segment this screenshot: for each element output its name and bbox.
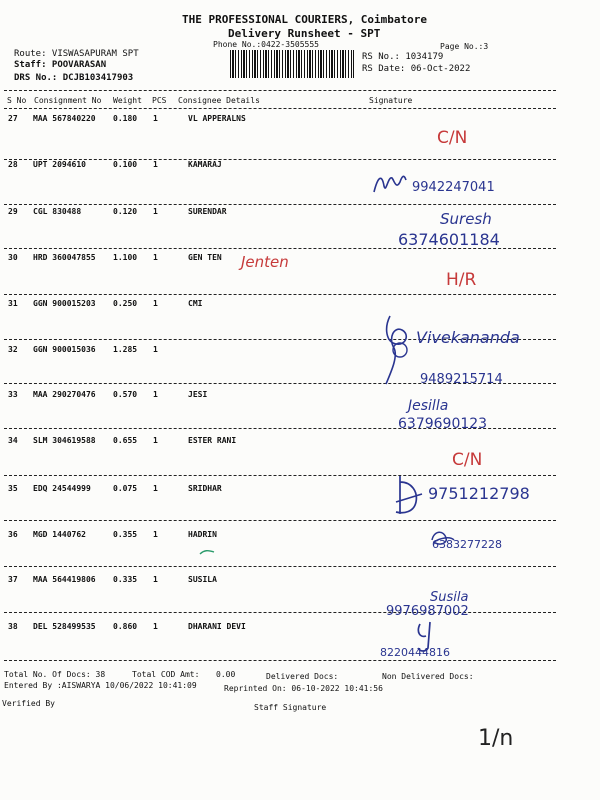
row-consignment: UPT 2094610 bbox=[33, 160, 86, 169]
row-pcs: 1 bbox=[153, 253, 158, 262]
rs-number: RS No.: 1034179 bbox=[362, 52, 444, 62]
table-row bbox=[0, 622, 600, 662]
col-consignment: Consignment No bbox=[34, 96, 102, 105]
row-weight: 0.570 bbox=[113, 390, 138, 399]
delivered-docs: Delivered Docs: bbox=[266, 672, 339, 681]
row-consignment: SLM 304619588 bbox=[33, 436, 96, 445]
handwritten-phone: 8220444816 bbox=[380, 646, 450, 659]
col-pcs: PCS bbox=[152, 96, 167, 105]
row-sno: 32 bbox=[8, 345, 18, 354]
row-consignment: MAA 564419806 bbox=[33, 575, 96, 584]
row-weight: 0.120 bbox=[113, 207, 138, 216]
row-sno: 28 bbox=[8, 160, 18, 169]
row-consignee: SUSILA bbox=[188, 575, 217, 584]
handwritten-signature: Jesilla bbox=[408, 398, 449, 414]
row-pcs: 1 bbox=[153, 484, 158, 493]
divider bbox=[4, 612, 556, 613]
row-consignment: MAA 567840220 bbox=[33, 114, 96, 123]
row-consignee: JESI bbox=[188, 390, 208, 399]
row-pcs: 1 bbox=[153, 114, 158, 123]
row-consignment: DEL 528499535 bbox=[33, 622, 96, 631]
row-sno: 34 bbox=[8, 436, 18, 445]
col-consignee: Consignee Details bbox=[178, 96, 260, 105]
row-weight: 0.655 bbox=[113, 436, 138, 445]
non-delivered-docs: Non Delivered Docs: bbox=[382, 672, 474, 681]
row-consignment: GGN 900015203 bbox=[33, 299, 96, 308]
row-consignment: GGN 900015036 bbox=[33, 345, 96, 354]
staff-signature-label: Staff Signature bbox=[254, 703, 327, 712]
row-sno: 27 bbox=[8, 114, 18, 123]
drs-number: DRS No.: DCJB103417903 bbox=[14, 73, 134, 83]
handwritten-phone: 6374601184 bbox=[398, 230, 500, 249]
divider bbox=[4, 520, 556, 521]
row-consignment: EDQ 24544999 bbox=[33, 484, 91, 493]
handwritten-signature: Vivekananda bbox=[416, 328, 520, 347]
table-row bbox=[0, 575, 600, 615]
signature-scribble bbox=[380, 308, 420, 388]
row-pcs: 1 bbox=[153, 436, 158, 445]
row-consignee: CMI bbox=[188, 299, 203, 308]
row-weight: 1.100 bbox=[113, 253, 138, 262]
table-row bbox=[0, 160, 600, 200]
table-row bbox=[0, 530, 600, 570]
row-pcs: 1 bbox=[153, 622, 158, 631]
signature-scribble bbox=[370, 166, 410, 198]
handwritten-cn: C/N bbox=[452, 450, 483, 470]
col-signature: Signature bbox=[369, 96, 413, 105]
row-sno: 38 bbox=[8, 622, 18, 631]
row-sno: 35 bbox=[8, 484, 18, 493]
row-pcs: 1 bbox=[153, 160, 158, 169]
row-weight: 0.100 bbox=[113, 160, 138, 169]
route: Route: VISWASAPURAM SPT bbox=[14, 49, 139, 59]
row-sno: 29 bbox=[8, 207, 18, 216]
verified-by: Verified By bbox=[2, 699, 55, 708]
row-consignment: CGL 830488 bbox=[33, 207, 82, 216]
handwritten-phone: 6379690123 bbox=[398, 416, 488, 432]
handwritten-mark: H/R bbox=[446, 270, 477, 290]
col-sno: S No bbox=[7, 96, 27, 105]
rs-date: RS Date: 06-Oct-2022 bbox=[362, 64, 471, 74]
row-sno: 36 bbox=[8, 530, 18, 539]
handwritten-phone: 9751212798 bbox=[428, 484, 530, 503]
row-consignee: VL APPERALNS bbox=[188, 114, 246, 123]
row-pcs: 1 bbox=[153, 390, 158, 399]
phone-number: Phone No.:0422-3505555 bbox=[213, 40, 319, 49]
staff-name: Staff: POOVARASAN bbox=[14, 60, 107, 70]
handwritten-note: Jenten bbox=[241, 253, 289, 271]
row-weight: 0.355 bbox=[113, 530, 138, 539]
handwritten-signature: Suresh bbox=[440, 210, 492, 228]
row-sno: 37 bbox=[8, 575, 18, 584]
row-pcs: 1 bbox=[153, 575, 158, 584]
row-consignee: HADRIN bbox=[188, 530, 217, 539]
row-consignment: MAA 290270476 bbox=[33, 390, 96, 399]
entered-by: Entered By :AISWARYA 10/06/2022 10:41:09 bbox=[4, 681, 197, 690]
handwritten-phone: 6383277228 bbox=[432, 538, 502, 551]
handwritten-phone: 9976987002 bbox=[386, 604, 469, 619]
signature-scribble bbox=[392, 472, 426, 518]
row-weight: 0.335 bbox=[113, 575, 138, 584]
total-cod-value: 0.00 bbox=[216, 670, 236, 679]
divider bbox=[4, 294, 556, 295]
row-consignee: DHARANI DEVI bbox=[188, 622, 246, 631]
divider bbox=[4, 660, 556, 661]
divider bbox=[4, 475, 556, 476]
total-docs: Total No. Of Docs: 38 bbox=[4, 670, 106, 679]
handwritten-phone: 9942247041 bbox=[412, 180, 495, 195]
table-row bbox=[0, 390, 600, 430]
divider bbox=[4, 108, 556, 109]
row-consignee: SURENDAR bbox=[188, 207, 227, 216]
row-weight: 0.180 bbox=[113, 114, 138, 123]
table-row bbox=[0, 114, 600, 154]
row-weight: 1.285 bbox=[113, 345, 138, 354]
handwritten-phone: 9489215714 bbox=[420, 372, 503, 387]
handwritten-signature: Susila bbox=[430, 590, 469, 605]
row-pcs: 1 bbox=[153, 345, 158, 354]
row-sno: 30 bbox=[8, 253, 18, 262]
row-consignee: GEN TEN bbox=[188, 253, 222, 262]
row-weight: 0.075 bbox=[113, 484, 138, 493]
row-consignee: KAMARAJ bbox=[188, 160, 222, 169]
row-pcs: 1 bbox=[153, 299, 158, 308]
divider bbox=[4, 90, 556, 91]
row-consignee: ESTER RANI bbox=[188, 436, 237, 445]
handwritten-page-mark: 1/n bbox=[478, 726, 514, 751]
row-sno: 33 bbox=[8, 390, 18, 399]
pen-mark bbox=[198, 548, 218, 558]
reprinted-on: Reprinted On: 06-10-2022 10:41:56 bbox=[224, 684, 383, 693]
table-row bbox=[0, 253, 600, 293]
page-number: Page No.:3 bbox=[440, 42, 489, 51]
row-consignment: HRD 360047855 bbox=[33, 253, 96, 262]
row-weight: 0.250 bbox=[113, 299, 138, 308]
row-consignment: MGD 1440762 bbox=[33, 530, 86, 539]
row-consignee: SRIDHAR bbox=[188, 484, 222, 493]
col-weight: Weight bbox=[113, 96, 142, 105]
table-row bbox=[0, 345, 600, 385]
row-sno: 31 bbox=[8, 299, 18, 308]
total-cod-label: Total COD Amt: bbox=[132, 670, 200, 679]
company-name: THE PROFESSIONAL COURIERS, Coimbatore bbox=[182, 13, 428, 26]
barcode bbox=[230, 50, 354, 78]
row-pcs: 1 bbox=[153, 530, 158, 539]
handwritten-cn: C/N bbox=[437, 128, 468, 148]
table-row bbox=[0, 436, 600, 476]
divider bbox=[4, 204, 556, 205]
row-pcs: 1 bbox=[153, 207, 158, 216]
divider bbox=[4, 566, 556, 567]
table-row bbox=[0, 207, 600, 247]
row-weight: 0.860 bbox=[113, 622, 138, 631]
document-title: Delivery Runsheet - SPT bbox=[228, 27, 381, 40]
